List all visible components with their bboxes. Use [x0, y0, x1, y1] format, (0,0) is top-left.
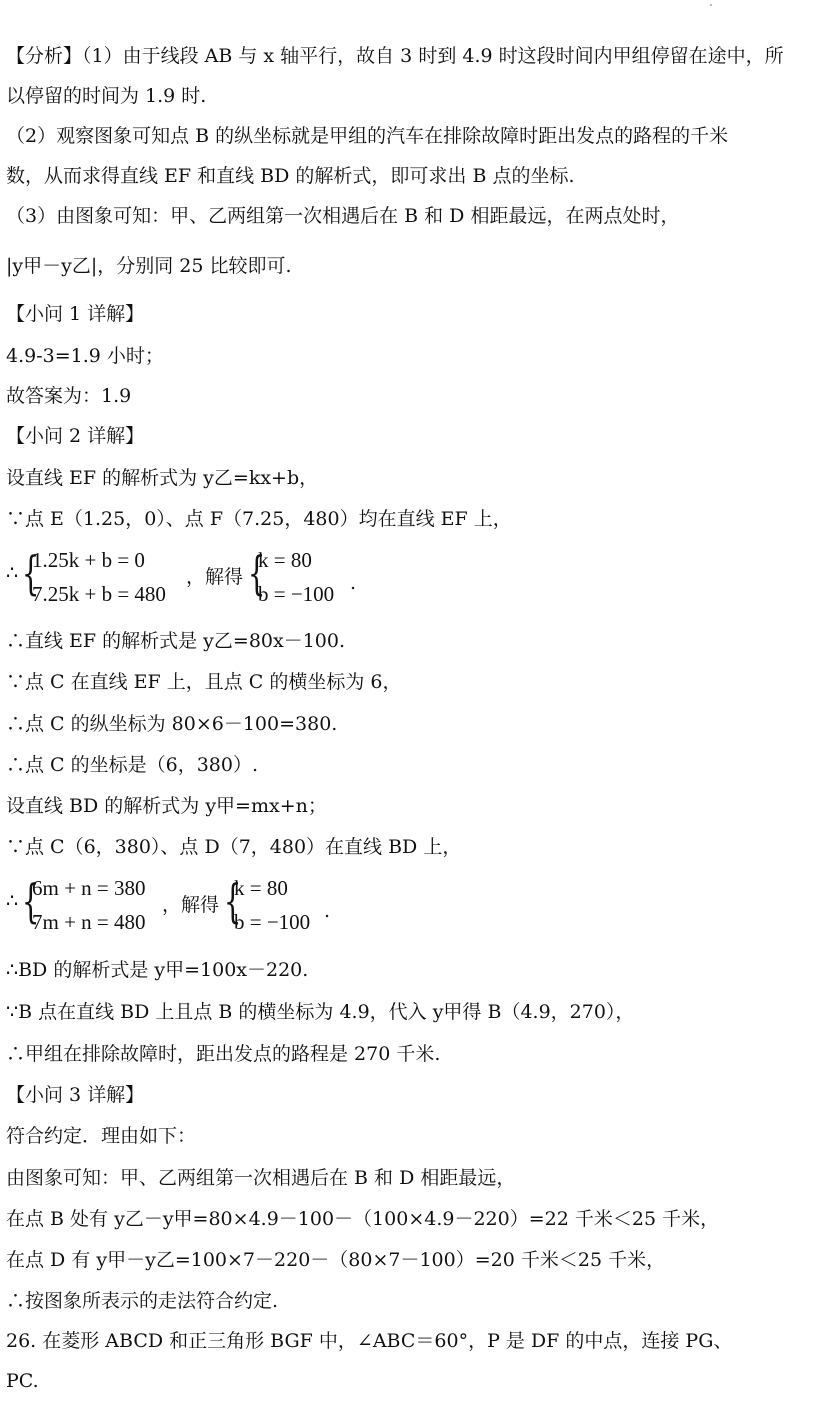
- system-equation: 1.25k + b = 0: [32, 548, 145, 572]
- q2-line-7: 设直线 BD 的解析式为 y甲=mx+n；: [6, 795, 327, 817]
- solution-equation: b = −100: [258, 582, 335, 606]
- q2-line-2: ∵点 E（1.25，0）、点 F（7.25，480）均在直线 EF 上，: [6, 508, 512, 530]
- section-heading-q1: 【小问 1 详解】: [6, 303, 145, 325]
- q2-line-6: ∴点 C 的坐标是（6，380）.: [6, 754, 259, 776]
- therefore-symbol: ∴: [6, 890, 19, 912]
- q2-line-1: 设直线 EF 的解析式为 y乙=kx+b，: [6, 467, 319, 489]
- q3-line-2: 由图象可知：甲、乙两组第一次相遇后在 B 和 D 相距最远，: [6, 1167, 516, 1189]
- q2-line-5: ∴点 C 的纵坐标为 80×6－100=380.: [6, 713, 338, 735]
- q2-line-3: ∴直线 EF 的解析式是 y乙=80x－100.: [6, 630, 346, 652]
- q2-line-11: ∴甲组在排除故障时，距出发点的路程是 270 千米.: [6, 1043, 441, 1065]
- analysis-line-6: |y甲－y乙|，分别同 25 比较即可.: [6, 255, 292, 277]
- problem-26-line-2: PC.: [6, 1370, 39, 1392]
- q3-line-4: 在点 D 有 y甲－y乙=100×7－220－（80×7－100）=20 千米＜25 千米，: [6, 1249, 666, 1271]
- left-brace: {: [247, 546, 266, 600]
- analysis-line-5: （3）由图象可知：甲、乙两组第一次相遇后在 B 和 D 相距最远，在两点处时，: [6, 205, 680, 227]
- system-equation: 7.25k + b = 480: [32, 582, 166, 606]
- q3-line-3: 在点 B 处有 y乙－y甲=80×4.9－100－（100×4.9－220）=22 千米＜25 千米，: [6, 1208, 720, 1230]
- system-equation: 7m + n = 480: [32, 910, 146, 934]
- period: .: [324, 900, 331, 922]
- analysis-line-3: （2）观察图象可知点 B 的纵坐标就是甲组的汽车在排除故障时距出发点的路程的千米: [6, 125, 729, 147]
- solve-label: ，解得: [186, 566, 244, 588]
- solve-label: ，解得: [162, 894, 220, 916]
- equation-system-1: [6, 544, 366, 608]
- left-brace: {: [21, 874, 40, 928]
- solution-equation: k = 80: [258, 548, 312, 572]
- therefore-symbol: ∴: [6, 562, 19, 584]
- section-heading-q3: 【小问 3 详解】: [6, 1084, 145, 1106]
- q2-line-8: ∵点 C（6，380）、点 D（7，480）在直线 BD 上，: [6, 836, 462, 858]
- q1-answer: 故答案为：1.9: [6, 385, 132, 407]
- corner-mark: [710, 4, 712, 6]
- analysis-line-4: 数，从而求得直线 EF 和直线 BD 的解析式，即可求出 B 点的坐标.: [6, 165, 575, 187]
- system-equation: 6m + n = 380: [32, 876, 146, 900]
- q1-line-1: 4.9-3=1.9 小时；: [6, 345, 164, 367]
- solution-equation: k = 80: [234, 876, 288, 900]
- left-brace: {: [223, 874, 242, 928]
- left-brace: {: [21, 546, 40, 600]
- q2-line-4: ∵点 C 在直线 EF 上，且点 C 的横坐标为 6，: [6, 671, 402, 693]
- q3-line-1: 符合约定．理由如下：: [6, 1125, 197, 1147]
- solution-equation: b = −100: [234, 910, 311, 934]
- section-heading-q2: 【小问 2 详解】: [6, 425, 145, 447]
- q3-line-5: ∴按图象所表示的走法符合约定.: [6, 1290, 279, 1312]
- q2-line-9: ∴BD 的解析式是 y甲=100x－220.: [6, 959, 309, 981]
- q2-line-10: ∵B 点在直线 BD 上且点 B 的横坐标为 4.9，代入 y甲得 B（4.9，270），: [6, 1001, 635, 1023]
- problem-26-line-1: 26. 在菱形 ABCD 和正三角形 BGF 中，∠ABC＝60°，P 是 DF 的中点，连接 PG、: [6, 1330, 733, 1352]
- analysis-line-2: 以停留的时间为 1.9 时.: [6, 85, 207, 107]
- analysis-line-1: 【分析】（1）由于线段 AB 与 x 轴平行，故自 3 时到 4.9 时这段时间内甲组停留在途中，所: [6, 45, 784, 67]
- equation-system-2: [6, 872, 346, 936]
- period: .: [350, 572, 357, 594]
